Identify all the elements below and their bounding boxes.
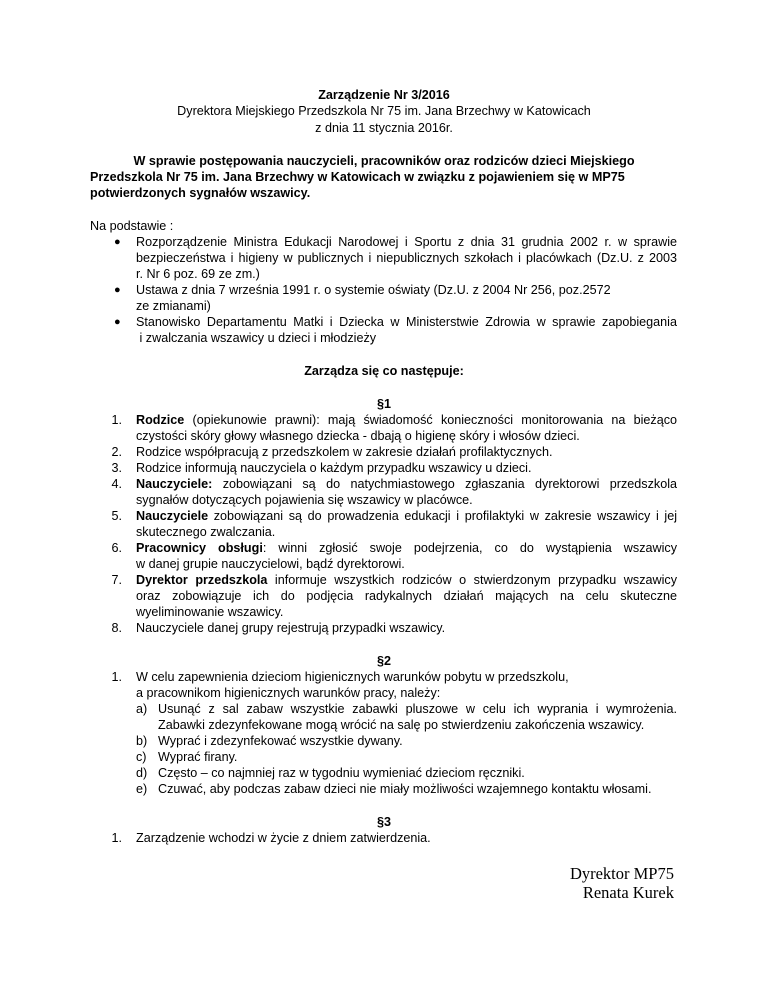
list-item: Wyprać i zdezynfekować wszystkie dywany.	[158, 734, 403, 748]
date-line: z dnia 11 stycznia 2016r.	[315, 121, 453, 135]
section-2-intro-line-1: W celu zapewnienia dzieciom higienicznych warunków pobytu w przedszkolu,	[136, 670, 569, 684]
list-item: Rodzice informują nauczyciela o każdym przypadku wszawicy u dzieci.	[136, 461, 532, 475]
list-item-continuation: w danej grupie nauczycielowi, bądź dyrektorowi.	[136, 557, 405, 571]
list-number: 8.	[111, 621, 122, 635]
list-item-bold: Dyrektor przedszkola	[136, 573, 268, 587]
list-item: Wyprać firany.	[158, 750, 238, 764]
list-number: 1.	[111, 413, 122, 427]
list-number: 6.	[111, 541, 122, 555]
basis-item-2-line-2: ze zmianami)	[136, 299, 211, 313]
list-item-bold: Pracownicy obsługi	[136, 541, 263, 555]
list-item: Często – co najmniej raz w tygodniu wymieniać dzieciom ręczniki.	[158, 766, 525, 780]
list-letter: d)	[136, 766, 148, 780]
basis-item-2-line-1: Ustawa z dnia 7 września 1991 r. o systemie oświaty (Dz.U. z 2004 Nr 256, poz.2572	[136, 283, 611, 297]
list-item-text: zobowiązani są do natychmiastowego zgłaszania dyrektorowi przedszkola	[212, 477, 677, 491]
subject-line-2: Przedszkola Nr 75 im. Jana Brzechwy w Katowicach w związku z pojawieniem się w MP75	[90, 170, 625, 184]
list-item-text: (opiekunowie prawni): mają świadomość konieczności monitorowania na bieżąco	[184, 413, 677, 427]
list-number: 1.	[111, 831, 122, 845]
list-item-text: zobowiązani są do prowadzenia edukacji i profilaktyki w zakresie wszawicy i jej	[208, 509, 677, 523]
basis-intro: Na podstawie :	[90, 219, 174, 233]
list-letter: e)	[136, 782, 148, 796]
basis-item-3-line-1: Stanowisko Departamentu Matki i Dziecka w Ministerstwie Zdrowia w sprawie zapobiegania	[136, 315, 677, 329]
list-number: 5.	[111, 509, 122, 523]
list-item	[136, 572, 677, 588]
list-item: Zarządzenie wchodzi w życie z dniem zatwierdzenia.	[136, 831, 431, 845]
list-item: Usunąć z sal zabaw wszystkie zabawki pluszowe w celu ich wyprania i wymrożenia.	[158, 702, 677, 716]
basis-item-1-line-3: r. Nr 6 poz. 69 ze zm.)	[136, 267, 260, 281]
list-item-bold: Nauczyciele	[136, 509, 209, 523]
signature-name: Renata Kurek	[582, 883, 674, 902]
bullet-icon: ●	[114, 284, 121, 296]
document-title: Zarządzenie Nr 3/2016	[318, 88, 450, 102]
basis-item-1-line-2: bezpieczeństwa i higieny w publicznych i niepublicznych szkołach i placówkach (Dz.U. z 2003	[136, 251, 677, 265]
list-item-bold: Rodzice	[136, 413, 185, 427]
list-letter: a)	[136, 702, 148, 716]
list-item-continuation: oraz zobowiązuje ich do podjęcia radykalnych działań mających na celu skuteczne	[136, 589, 677, 603]
issuer-line: Dyrektora Miejskiego Przedszkola Nr 75 im. Jana Brzechwy w Katowicach	[177, 104, 591, 118]
list-item-text: informuje wszystkich rodziców o stwierdzonym przypadku wszawicy	[267, 573, 677, 587]
section-2-heading: §2	[376, 654, 391, 668]
list-number: 4.	[111, 477, 122, 491]
list-item-text: : winni zgłosić swoje podejrzenia, co do wystąpienia wszawicy	[262, 541, 677, 555]
list-item-continuation: wyeliminowanie wszawicy.	[136, 605, 284, 619]
section-1-heading: §1	[376, 397, 391, 411]
bullet-icon: ●	[114, 236, 121, 248]
subject-line-1: W sprawie postępowania nauczycieli, pracowników oraz rodziców dzieci Miejskiego	[133, 154, 635, 168]
list-item-bold: Nauczyciele:	[136, 477, 213, 491]
list-letter: b)	[136, 734, 148, 748]
list-item: Nauczyciele danej grupy rejestrują przypadki wszawicy.	[136, 621, 446, 635]
list-item	[136, 476, 677, 492]
list-number: 1.	[111, 670, 122, 684]
list-number: 7.	[111, 573, 122, 587]
section-3-heading: §3	[376, 815, 391, 829]
list-item-continuation: czystości skóry głowy własnego dziecka - dbają o higienę skóry i włosów dzieci.	[136, 429, 580, 443]
basis-item-1-line-1: Rozporządzenie Ministra Edukacji Narodowej i Sportu z dnia 31 grudnia 2002 r. w sprawie	[136, 235, 677, 249]
subject-line-3: potwierdzonych sygnałów wszawicy.	[90, 186, 311, 200]
order-heading: Zarządza się co następuje:	[304, 364, 464, 378]
list-item	[136, 540, 677, 556]
basis-item-3-line-2: i zwalczania wszawicy u dzieci i młodzieży	[136, 331, 377, 345]
list-item-continuation: skutecznego zwalczania.	[136, 525, 276, 539]
list-letter: c)	[136, 750, 147, 764]
list-item	[136, 508, 677, 524]
list-item-continuation: sygnałów dotyczących pojawienia się wszawicy w placówce.	[136, 493, 473, 507]
list-number: 2.	[111, 445, 122, 459]
section-2-intro-line-2: a pracownikom higienicznych warunków pracy, należy:	[136, 686, 441, 700]
list-item: Czuwać, aby podczas zabaw dzieci nie miały możliwości wzajemnego kontaktu włosami.	[158, 782, 652, 796]
list-item: Rodzice współpracują z przedszkolem w zakresie działań profilaktycznych.	[136, 445, 553, 459]
bullet-icon: ●	[114, 316, 121, 328]
list-item	[136, 412, 677, 428]
signature-role: Dyrektor MP75	[569, 864, 674, 883]
list-number: 3.	[111, 461, 122, 475]
list-item-continuation: Zabawki zdezynfekowane mogą wrócić na salę po stwierdzeniu zakończenia wszawicy.	[158, 718, 645, 732]
